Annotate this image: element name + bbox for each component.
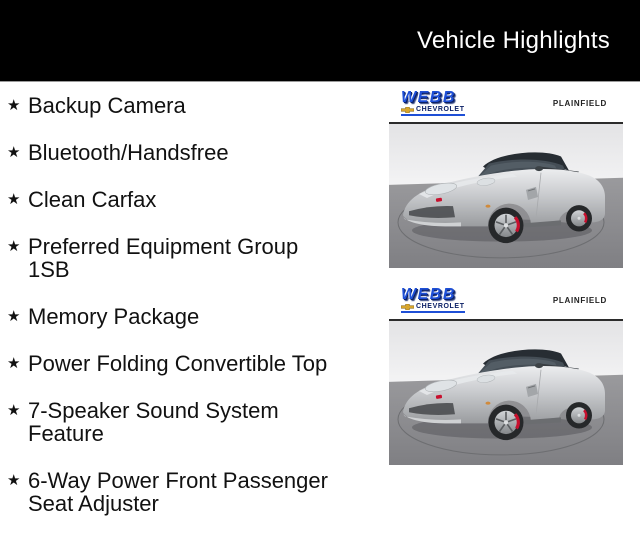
chevrolet-bowtie-icon: [401, 107, 414, 113]
dealer-location: PLAINFIELD: [552, 295, 607, 305]
highlight-label: 6-Way Power Front Passenger Seat Adjuster: [28, 468, 328, 516]
highlight-label: 7-Speaker Sound System Feature: [28, 398, 279, 446]
star-bullet-icon: ★: [7, 144, 21, 161]
highlight-label: Preferred Equipment Group 1SB: [28, 234, 299, 282]
vehicle-card: [389, 82, 623, 268]
vehicle-card: [389, 279, 623, 465]
star-bullet-icon: ★: [7, 238, 21, 255]
highlight-label: Clean Carfax: [28, 187, 157, 212]
highlights-list: [7, 94, 355, 539]
highlight-list-item: [7, 352, 355, 375]
vehicle-photo: [389, 321, 623, 465]
highlight-label: Backup Camera: [28, 93, 186, 118]
vehicle-images-column: [389, 82, 623, 465]
dealer-name: WEBB: [401, 286, 456, 303]
dealer-name: WEBB: [401, 89, 456, 106]
star-bullet-icon: ★: [7, 402, 21, 419]
chevrolet-bowtie-icon: [401, 304, 414, 310]
highlight-list-item: [7, 399, 355, 445]
highlight-label: Memory Package: [28, 304, 200, 329]
star-bullet-icon: ★: [7, 308, 21, 325]
highlight-list-item: [7, 94, 355, 117]
star-bullet-icon: ★: [7, 472, 21, 489]
header-bar: [0, 0, 640, 82]
star-bullet-icon: ★: [7, 191, 21, 208]
webb-chevrolet-logo: [401, 90, 465, 116]
dealer-banner: [389, 82, 623, 122]
highlight-list-item: [7, 469, 355, 515]
highlight-label: Bluetooth/Handsfree: [28, 140, 229, 165]
webb-chevrolet-logo: [401, 287, 465, 313]
highlight-list-item: [7, 305, 355, 328]
highlight-list-item: [7, 235, 355, 281]
highlight-label: Power Folding Convertible Top: [28, 351, 328, 376]
dealer-brand: CHEVROLET: [416, 303, 465, 310]
dealer-brand: CHEVROLET: [416, 106, 465, 113]
dealer-banner: [389, 279, 623, 319]
dealer-location: PLAINFIELD: [552, 98, 607, 108]
vehicle-photo: [389, 124, 623, 268]
highlight-list-item: [7, 188, 355, 211]
star-bullet-icon: ★: [7, 355, 21, 372]
page-title: Vehicle Highlights: [416, 26, 610, 54]
highlight-list-item: [7, 141, 355, 164]
star-bullet-icon: ★: [7, 97, 21, 114]
